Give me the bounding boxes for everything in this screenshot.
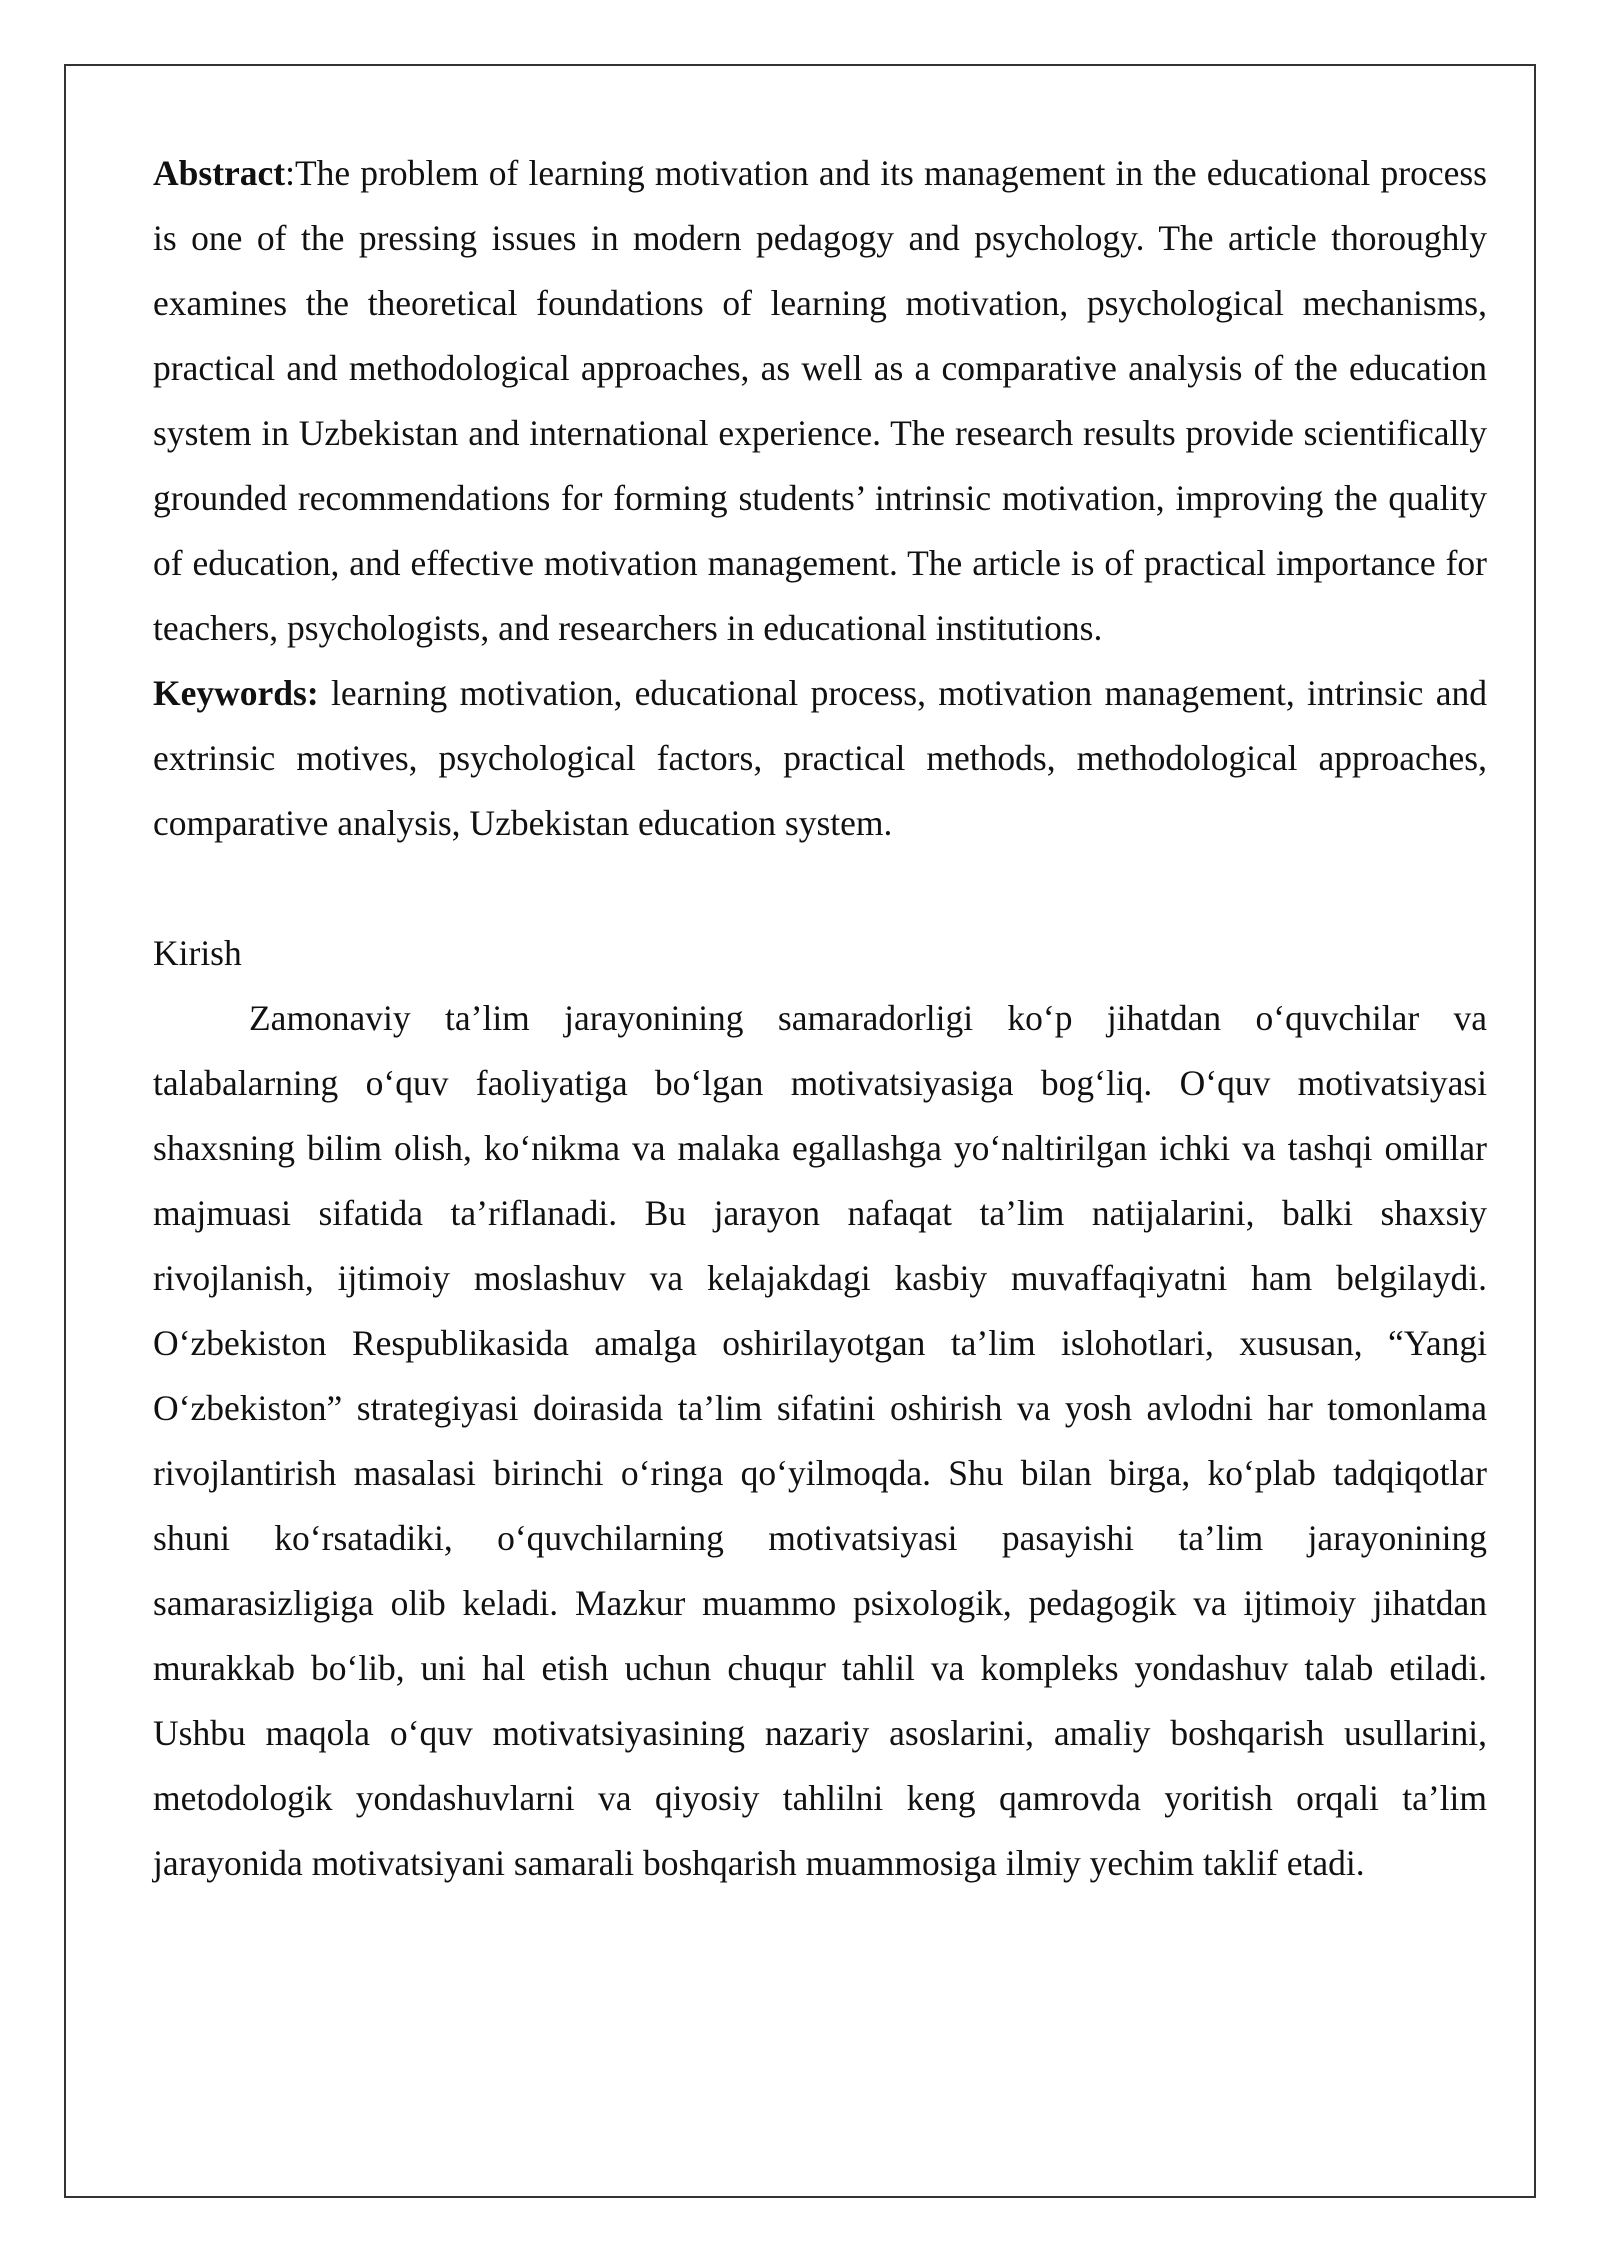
section-heading: Kirish bbox=[153, 933, 242, 973]
keywords-label: Keywords: bbox=[153, 673, 319, 713]
abstract-label: Abstract bbox=[153, 153, 286, 193]
abstract-paragraph bbox=[153, 141, 1487, 661]
intro-paragraph: Zamonaviy ta’lim jarayonining samaradorligi ko‘p jihatdan o‘quvchilar va talabalarning o‘quv faoliyatiga bo‘lgan motivatsiyasiga bog‘liq. O‘quv motivatsiyasi shaxsning bilim olish, ko‘nikma va malaka egallashga yo‘naltirilgan ichki va tashqi omillar majmuasi sifatida ta’riflanadi. Bu jarayon nafaqat ta’lim natijalarini, balki shaxsiy rivojlanish, ijtimoiy moslashuv va kelajakdagi kasbiy muvaffaqiyatni ham belgilaydi. O‘zbekiston Respublikasida amalga oshirilayotgan ta’lim islohotlari, xususan, “Yangi O‘zbekiston” strategiyasi doirasida ta’lim sifatini oshirish va yosh avlodni har tomonlama rivojlantirish masalasi birinchi o‘ringa qo‘yilmoqda. Shu bilan birga, ko‘plab tadqiqotlar shuni ko‘rsatadiki, o‘quvchilarning motivatsiyasi pasayishi ta’lim jarayonining samarasizligiga olib keladi. Mazkur muammo psixologik, pedagogik va ijtimoiy jihatdan murakkab bo‘lib, uni hal etish uchun chuqur tahlil va kompleks yondashuv talab etiladi. Ushbu maqola o‘quv motivatsiyasining nazariy asoslarini, amaliy boshqarish usullarini, metodologik yondashuvlarni va qiyosiy tahlilni keng qamrovda yoritish orqali ta’lim jarayonida motivatsiyani samarali boshqarish muammosiga ilmiy yechim taklif etadi. bbox=[153, 998, 1487, 1883]
abstract-text: :The problem of learning motivation and its management in the educational process is one of the pressing issues in modern pedagogy and psychology. The article thoroughly examines the theoretical foundations of learning motivation, psychological mechanisms, practical and methodological approaches, as well as a comparative analysis of the education system in Uzbekistan and international experience. The research results provide scientifically grounded recommendations for forming students’ intrinsic motivation, improving the quality of education, and effective motivation management. The article is of practical importance for teachers, psychologists, and researchers in educational institutions. bbox=[153, 153, 1487, 648]
section-spacer bbox=[153, 856, 1487, 921]
document-body bbox=[153, 141, 1487, 1896]
keywords-paragraph bbox=[153, 661, 1487, 856]
keywords-text: learning motivation, educational process, motivation management, intrinsic and extrinsic motives, psychological factors, practical methods, methodological approaches, comparative analysis, Uzbekistan education system. bbox=[153, 673, 1487, 843]
